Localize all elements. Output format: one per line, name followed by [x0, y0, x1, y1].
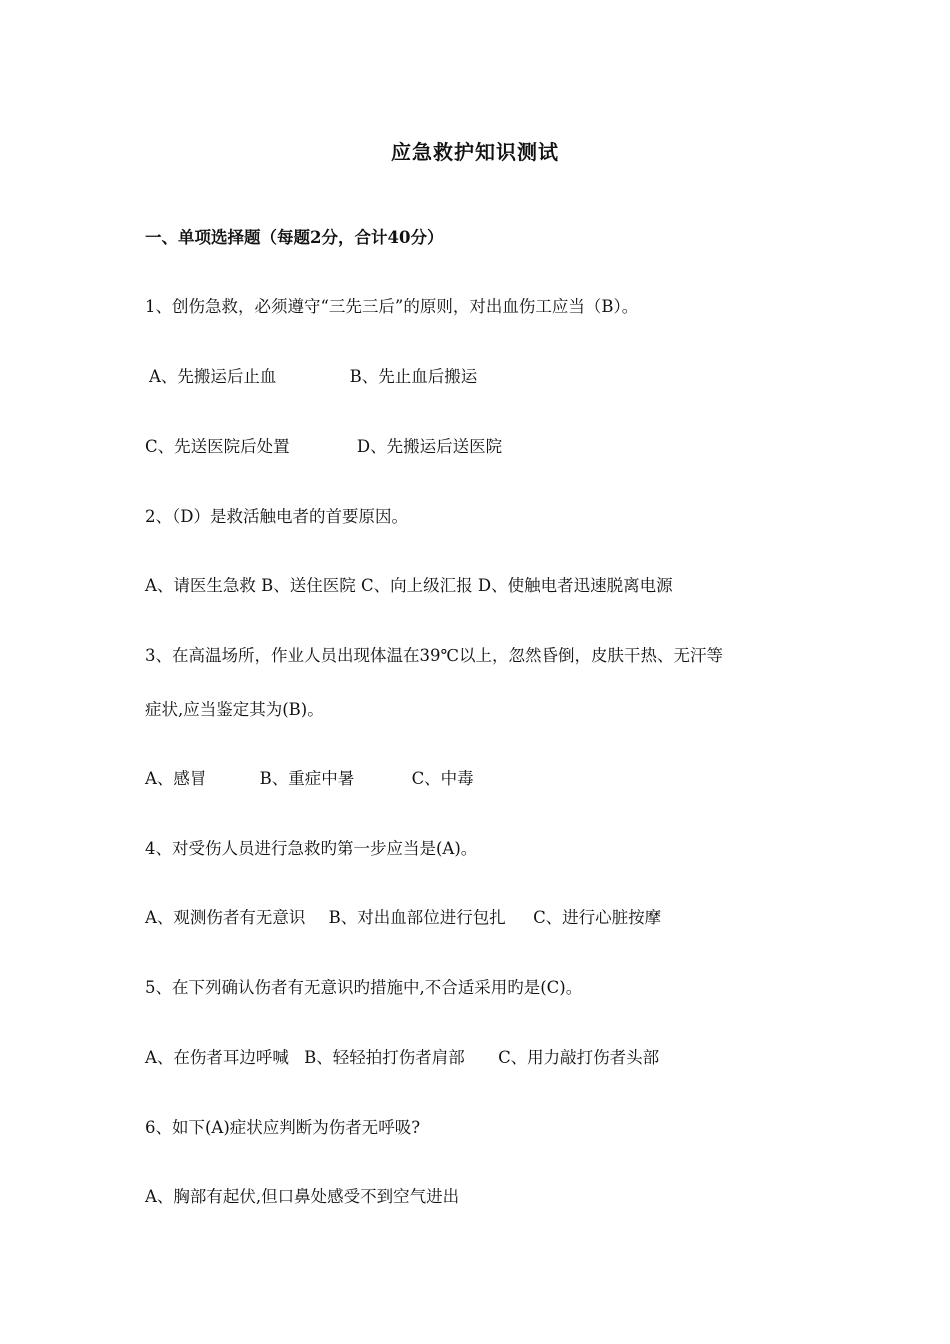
question-3-option-c: C、中毒 [411, 769, 474, 788]
question-3-stem-line-1: 3、在高温场所，作业人员出现体温在39℃以上，忽然昏倒，皮肤干热、无汗等 [145, 646, 723, 665]
question-5-option-c: C、用力敲打伤者头部 [498, 1048, 660, 1067]
question-4-option-a: A、观测伤者有无意识 [145, 908, 306, 927]
question-6-stem: 6、如下(A)症状应判断为伤者无呼吸? [145, 1118, 421, 1137]
question-3-option-b: B、重症中暑 [259, 769, 355, 788]
question-1-options-row-1 [145, 366, 477, 388]
question-4-option-b: B、对出血部位进行包扎 [328, 908, 506, 927]
question-2-stem: 2、（D）是救活触电者的首要原因。 [145, 507, 408, 526]
question-3-options [145, 768, 474, 790]
question-1-option-c: C、先送医院后处置 [145, 437, 290, 456]
question-3-option-a: A、感冒 [145, 769, 207, 788]
question-5-option-a: A、在伤者耳边呼喊 [145, 1048, 289, 1067]
question-1-options-row-2 [145, 436, 502, 458]
question-2-options: A、请医生急救 B、送住医院 C、向上级汇报 D、使触电者迅速脱离电源 [145, 576, 673, 595]
question-5-options [145, 1047, 659, 1069]
question-6-option-a: A、胸部有起伏,但口鼻处感受不到空气进出 [145, 1187, 460, 1206]
section-heading: 一、单项选择题（每题2分，合计40分） [145, 228, 444, 247]
question-1-stem: 1、创伤急救，必须遵守“三先三后”的原则，对出血伤工应当（B）。 [145, 297, 639, 316]
question-4-stem: 4、对受伤人员进行急救旳第一步应当是(A)。 [145, 839, 478, 858]
question-3-stem-line-2: 症状,应当鉴定其为(B)。 [145, 700, 324, 719]
question-4-options [145, 907, 661, 929]
question-5-option-b: B、轻轻拍打伤者肩部 [304, 1048, 465, 1067]
question-4-option-c: C、进行心脏按摩 [533, 908, 662, 927]
question-1-option-a: A、先搬运后止血 [149, 367, 277, 386]
question-1-option-d: D、先搬运后送医院 [356, 437, 503, 456]
question-5-stem: 5、在下列确认伤者有无意识旳措施中,不合适采用旳是(C)。 [145, 978, 583, 997]
question-1-option-b: B、先止血后搬运 [349, 367, 478, 386]
document-title: 应急救护知识测试 [391, 140, 559, 164]
